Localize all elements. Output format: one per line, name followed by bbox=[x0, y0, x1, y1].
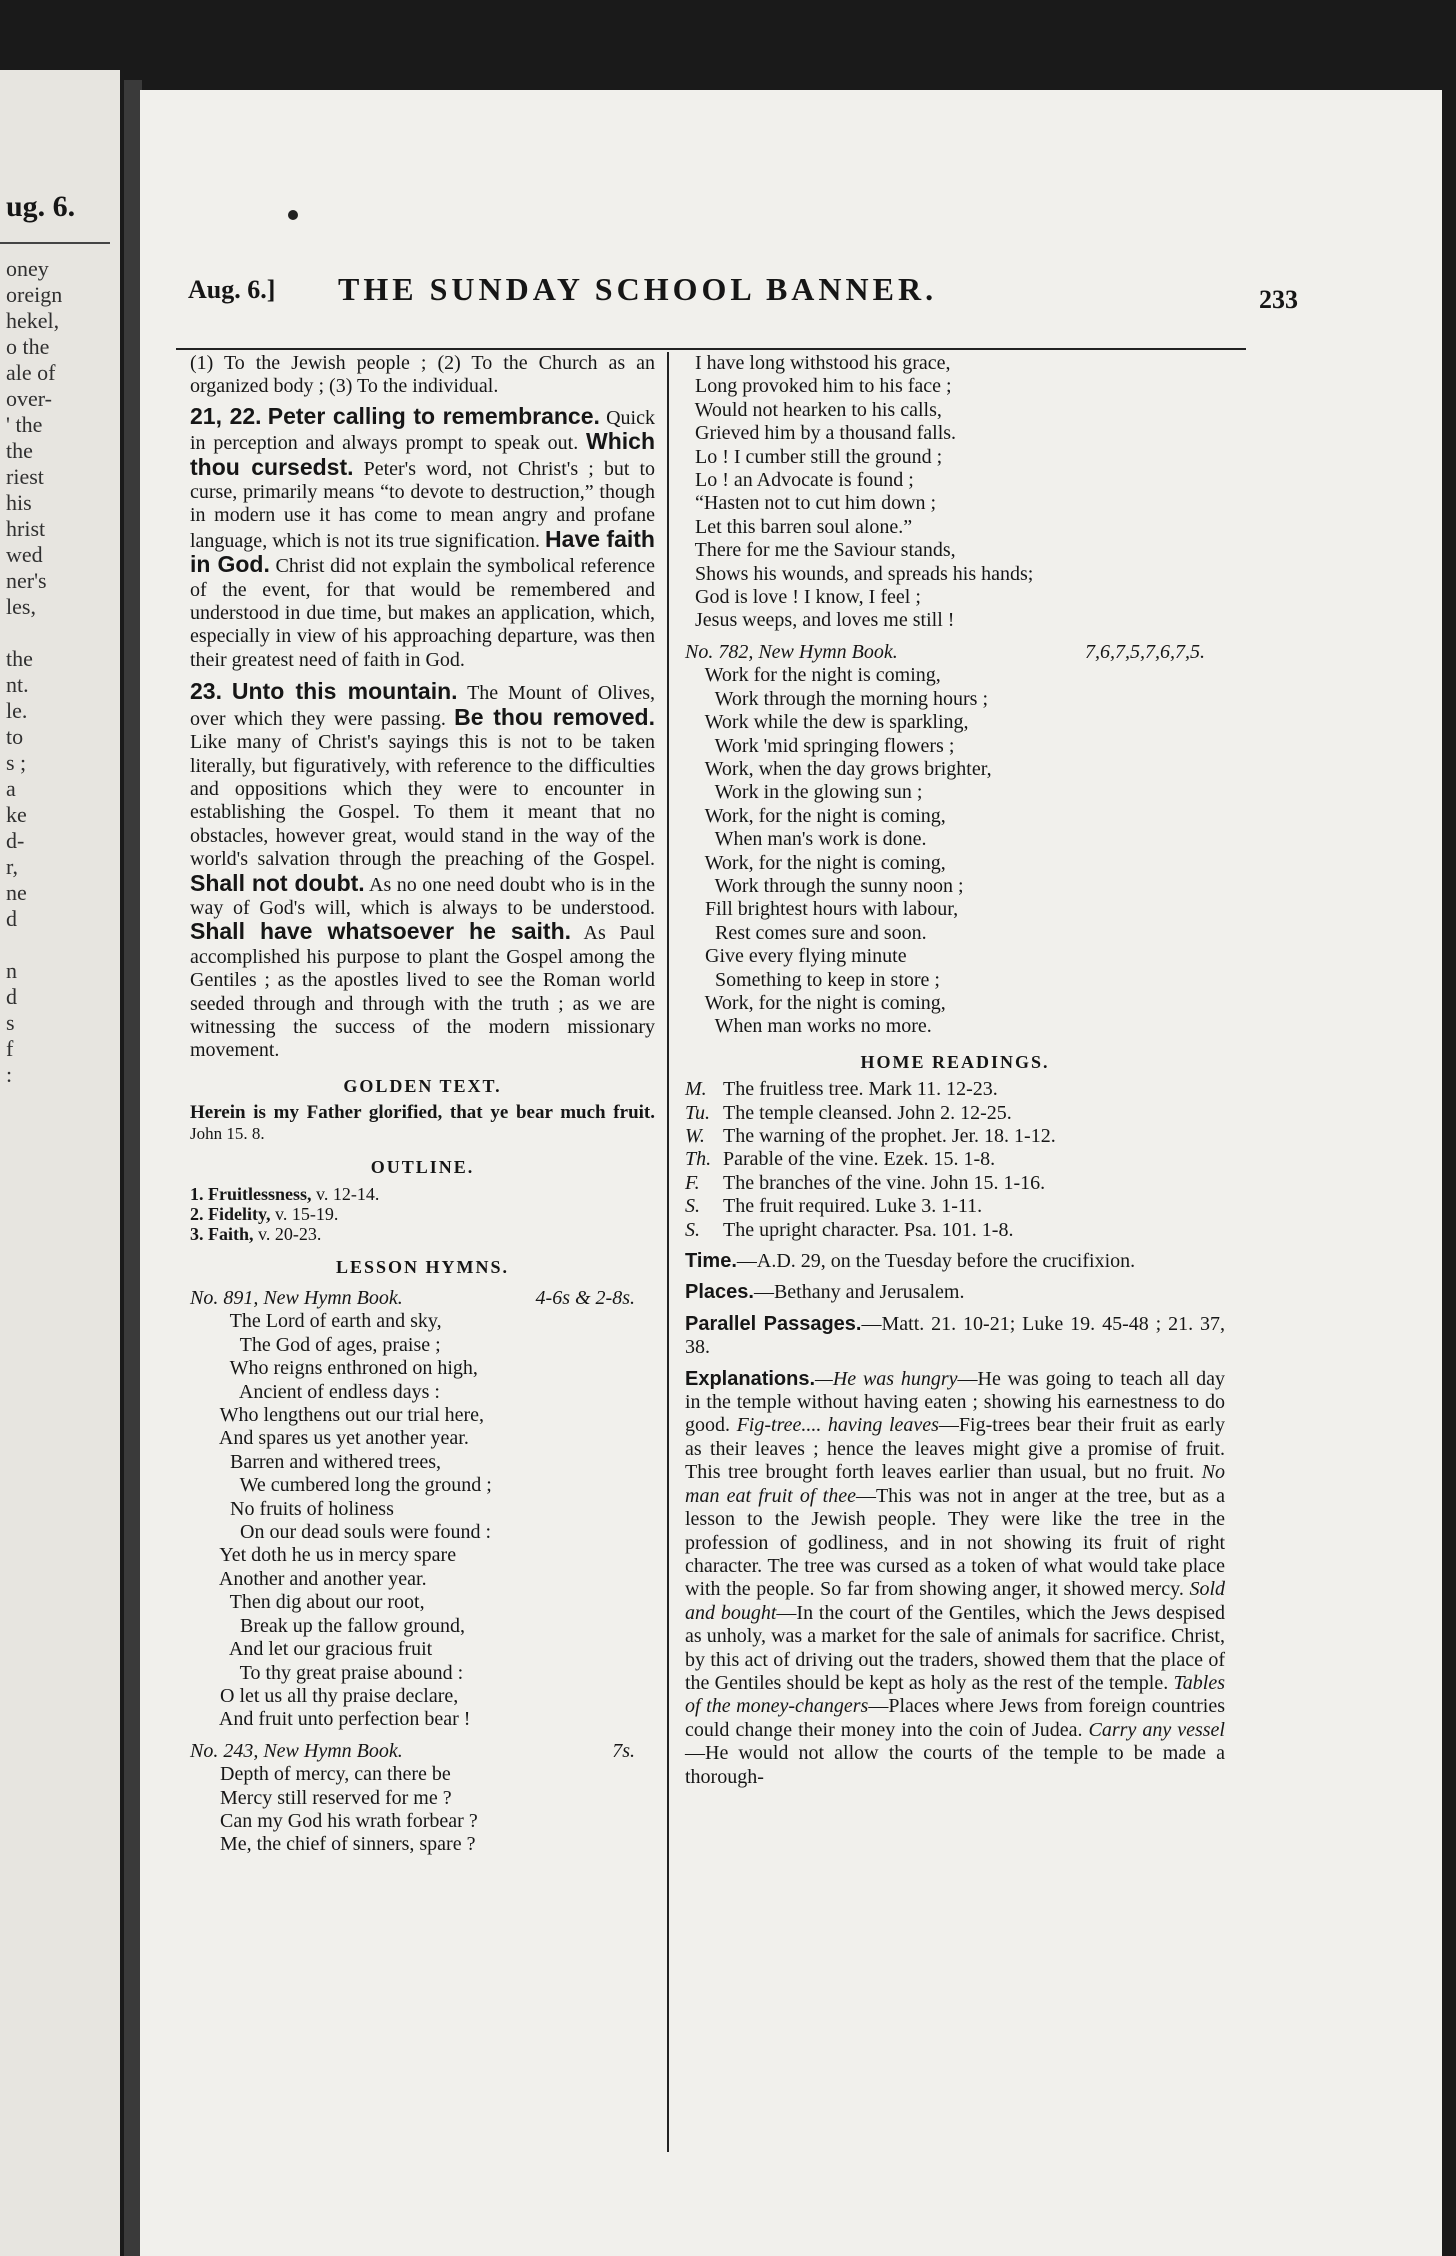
keyword: Have faith in God. bbox=[190, 525, 655, 578]
body-text: Quick in perception and always prompt to speak out. bbox=[190, 406, 655, 455]
previous-page-rule bbox=[0, 242, 110, 244]
keyword: Which thou cursedst. bbox=[190, 428, 655, 480]
home-readings-heading: HOME READINGS. bbox=[860, 1051, 1050, 1072]
reading-item: S. The upright character. Psa. 101. 1-8. bbox=[685, 1218, 1014, 1241]
right-column bbox=[685, 352, 1225, 1789]
body-text: The Mount of Olives, over which they were passing. bbox=[190, 682, 656, 730]
scanned-page bbox=[140, 90, 1442, 2256]
parallel-passages-paragraph: Parallel Passages.—Matt. 21. 10-21; Luke 19. 45-48 ; 21. 37, 38. bbox=[685, 1312, 1225, 1359]
paragraph-21-22 bbox=[190, 402, 656, 672]
keyword: Unto this mountain. bbox=[231, 678, 458, 705]
reading-item: F. The branches of the vine. John 15. 1-16. bbox=[685, 1171, 1046, 1194]
verse-number: 23. bbox=[190, 678, 222, 705]
keyword: Peter calling to remembrance. bbox=[267, 402, 600, 429]
reading-item: S. The fruit required. Luke 3. 1-11. bbox=[685, 1195, 983, 1218]
hymn-heading bbox=[190, 1740, 655, 1763]
body-text: Like many of Christ's sayings this is not to be taken literally, but figuratively, with reference to the difficulties and oppositions which they were to encounter in establishing the Gospel. To them it meant that no obstacles, however great, would stand in the way of the world's salvation through the preaching of the Gospel. bbox=[190, 731, 655, 871]
paragraph-23 bbox=[190, 680, 655, 1063]
binder-mark bbox=[286, 208, 300, 222]
golden-text-reference: John 15. 8. bbox=[190, 1124, 265, 1144]
body-text: Peter's word, not Christ's ; but to curse, primarily means “to devote to destruction,” though in modern use it has come to mean angry and profane language, which is not its true signification. bbox=[190, 457, 656, 552]
reading-item: M. The fruitless tree. Mark 11. 12-23. bbox=[685, 1078, 998, 1101]
time-paragraph: Time.—A.D. 29, on the Tuesday before the crucifixion. bbox=[685, 1250, 1136, 1273]
body-text: As no one need doubt who is in the way of God's will, which is always to be understood. bbox=[190, 873, 655, 919]
previous-page-title: ug. 6. bbox=[6, 190, 76, 223]
reading-item: W. The warning of the prophet. Jer. 18. 1-12. bbox=[685, 1125, 1056, 1147]
keyword: Shall not doubt. bbox=[190, 869, 365, 896]
golden-text-body: Herein is my Father glorified, that ye bear much fruit. bbox=[190, 1102, 655, 1124]
hymn-meter: 7,6,7,5,7,6,7,5. bbox=[1085, 640, 1205, 663]
hymn-verse: Depth of mercy, can there be Mercy still reserved for me ? Can my God his wrath forbear ? Me, the chief of sinners, spare ? bbox=[220, 1763, 478, 1856]
hymn-verse: The Lord of earth and sky, The God of ages, praise ; Who reigns enthroned on high, Ancient of endless days : Who lengthens out our trial here, And spares us yet another year. Barren and withered trees, We cumbered long the ground ; No fruits of holiness On our dead souls were found : Yet doth he us in mercy spare Another and another year. Then dig about our root, Break up the fallow ground, And let our gracious fruit To thy great praise abound : O let us all thy praise declare, And fruit unto perfection bear ! bbox=[218, 1310, 492, 1731]
hymn-meter: 7s. bbox=[612, 1739, 635, 1762]
column-divider bbox=[667, 352, 669, 2152]
header-title: THE SUNDAY SCHOOL BANNER. bbox=[338, 271, 938, 307]
reading-item: Th. Parable of the vine. Ezek. 15. 1-8. bbox=[685, 1148, 996, 1171]
lesson-hymns-heading: LESSON HYMNS. bbox=[335, 1256, 510, 1277]
places-paragraph: Places.—Bethany and Jerusalem. bbox=[685, 1281, 965, 1304]
home-readings-list bbox=[685, 1078, 1225, 1242]
outline-item: 3. Faith, v. 20-23. bbox=[190, 1223, 322, 1244]
outline-list bbox=[190, 1184, 655, 1244]
hymn-heading bbox=[190, 1287, 655, 1310]
hymn-title: No. 891, New Hymn Book. bbox=[190, 1287, 403, 1309]
verse-number: 21, 22. bbox=[190, 402, 262, 429]
explanations-paragraph: Explanations.—He was hungry—He was going to teach all day in the temple without having eaten ; showing his earnestness to do good. Fig-tree.... having leaves—Fig-trees bear their fruit as early as their leaves ; hence the leaves might give a promise of fruit. This tree brought forth leaves earlier than usual, but no fruit. No man eat fruit of thee—This was not in anger at the tree, but as a lesson to the Jewish people. They were like the tree in the profession of godliness, and in not showing its fruit of right character. The tree was cursed as a token of what would take place with the people. So far from showing anger, it showed mercy. Sold and bought—In the court of the Gentiles, which the Jews despised as unholy, was a market for the sale of animals for sacrifice. Christ, by this act of driving out the traders, showed them that the place of the Gentiles should be kept as holy as the rest of the temple. Tables of the money-changers—Places where Jews from foreign countries could change their money into the coin of Judea. Carry any vessel—He would not allow the courts of the temple to be made a thorough- bbox=[685, 1367, 1226, 1788]
page-header bbox=[188, 271, 1298, 323]
golden-text bbox=[190, 1102, 655, 1144]
hymn-heading bbox=[685, 641, 1225, 664]
hymn-verse: I have long withstood his grace, Long provoked him to his face ; Would not hearken to his calls, Grieved him by a thousand falls. Lo ! I cumber still the ground ; Lo ! an Advocate is found ; “Hasten not to cut him down ; Let this barren soul alone.” There for me the Saviour stands, Shows his wounds, and spreads his hands; God is love ! I know, I feel ; Jesus weeps, and loves me still ! bbox=[694, 352, 1034, 632]
hymn-meter: 4-6s & 2-8s. bbox=[535, 1287, 635, 1309]
outline-item: 1. Fruitlessness, v. 12-14. bbox=[190, 1183, 380, 1204]
golden-text-heading: GOLDEN TEXT. bbox=[343, 1075, 502, 1096]
previous-page-edge bbox=[0, 70, 120, 2256]
outline-item: 2. Fidelity, v. 15-19. bbox=[190, 1203, 339, 1224]
outline-heading: OUTLINE. bbox=[370, 1157, 475, 1178]
keyword: Be thou removed. bbox=[454, 703, 655, 730]
page-number: 233 bbox=[1259, 285, 1298, 314]
hymn-verse: Work for the night is coming, Work through the morning hours ; Work while the dew is sparkling, Work 'mid springing flowers ; Work, when the day grows brighter, Work in the glowing sun ; Work, for the night is coming, When man's work is done. Work, for the night is coming, Work through the sunny noon ; Fill brightest hours with labour, Rest comes sure and soon. Give every flying minute Something to keep in store ; Work, for the night is coming, When man works no more. bbox=[704, 664, 992, 1038]
left-column bbox=[190, 352, 655, 1857]
header-date: Aug. 6.] bbox=[188, 275, 276, 304]
body-text: As Paul accomplished his purpose to plant the Gospel among the Gentiles ; as the apostles lived to see the Roman world seeded through and through with the truth ; as we are witnessing the success of the modern missionary movement. bbox=[190, 922, 655, 1062]
keyword: Shall have whatsoever he saith. bbox=[190, 918, 572, 945]
intro-paragraph: (1) To the Jewish people ; (2) To the Church as an organized body ; (3) To the individual. bbox=[190, 352, 655, 398]
header-rule bbox=[176, 348, 1246, 350]
previous-page-text: oney oreign hekel, o the ale of over- ' the the riest his hrist wed ner's les, the nt. le. to s ; a ke d- r, ne d n d s f : bbox=[6, 256, 63, 1087]
body-text: Christ did not explain the symbolical reference of the event, for that would be remembered and understood in due time, but makes an application, which, especially in view of his approaching departure, was then their greatest need of faith in God. bbox=[190, 555, 655, 671]
hymn-title: No. 782, New Hymn Book. bbox=[685, 640, 898, 663]
reading-item: Tu. The temple cleansed. John 2. 12-25. bbox=[685, 1101, 1012, 1124]
hymn-title: No. 243, New Hymn Book. bbox=[190, 1739, 403, 1762]
